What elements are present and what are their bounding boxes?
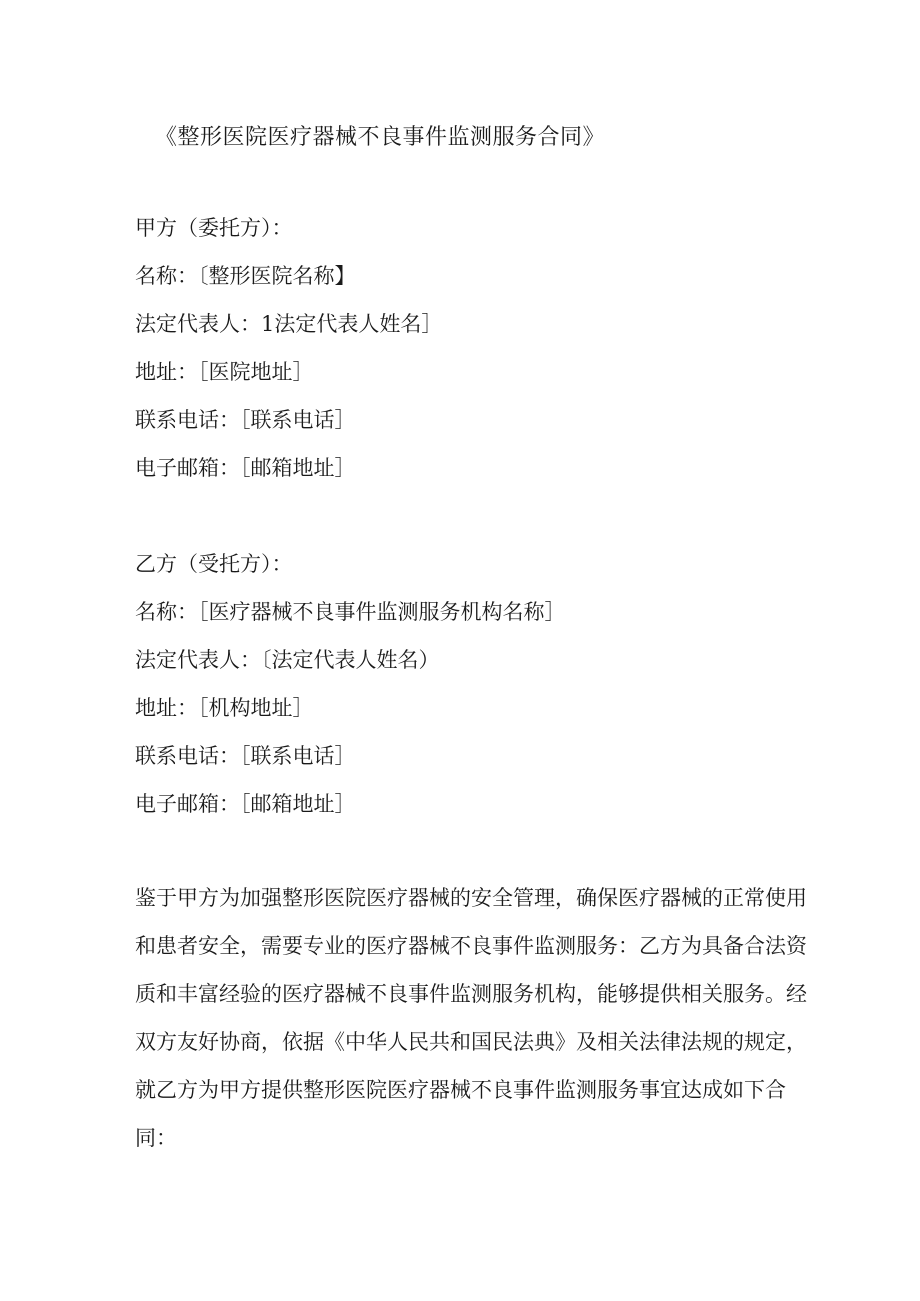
party-a-legal-rep: 法定代表人：1法定代表人姓名］	[135, 312, 443, 336]
document-title: 《整形医院医疗器械不良事件监测服务合同》	[155, 125, 606, 150]
preamble-line: 和患者安全，需要专业的医疗器械不良事件监测服务：乙方为具备合法资	[135, 934, 807, 958]
party-a-phone: 联系电话：［联系电话］	[135, 408, 356, 432]
preamble-line: 同：	[135, 1126, 177, 1150]
party-b-heading: 乙方（受托方）：	[135, 552, 293, 576]
preamble-paragraph	[135, 880, 807, 1168]
party-b-address: 地址：［机构地址］	[135, 696, 314, 720]
party-b-email: 电子邮箱：［邮箱地址］	[135, 792, 356, 816]
party-b-name: 名称：［医疗器械不良事件监测服务机构名称］	[135, 600, 566, 624]
preamble-line: 就乙方为甲方提供整形医院医疗器械不良事件监测服务事宜达成如下合	[135, 1078, 786, 1102]
party-a-heading: 甲方（委托方）：	[135, 216, 293, 240]
party-b-legal-rep: 法定代表人：〔法定代表人姓名）	[135, 648, 440, 672]
party-a-email: 电子邮箱：［邮箱地址］	[135, 456, 356, 480]
preamble-line: 鉴于甲方为加强整形医院医疗器械的安全管理，确保医疗器械的正常使用	[135, 886, 807, 910]
party-b-phone: 联系电话：［联系电话］	[135, 744, 356, 768]
preamble-line: 双方友好协商，依据《中华人民共和国民法典》及相关法律法规的规定，	[135, 1030, 807, 1054]
preamble-line: 质和丰富经验的医疗器械不良事件监测服务机构，能够提供相关服务。经	[135, 982, 807, 1006]
party-a-address: 地址：［医院地址］	[135, 360, 314, 384]
party-a-name: 名称：〔整形医院名称】	[135, 264, 356, 288]
